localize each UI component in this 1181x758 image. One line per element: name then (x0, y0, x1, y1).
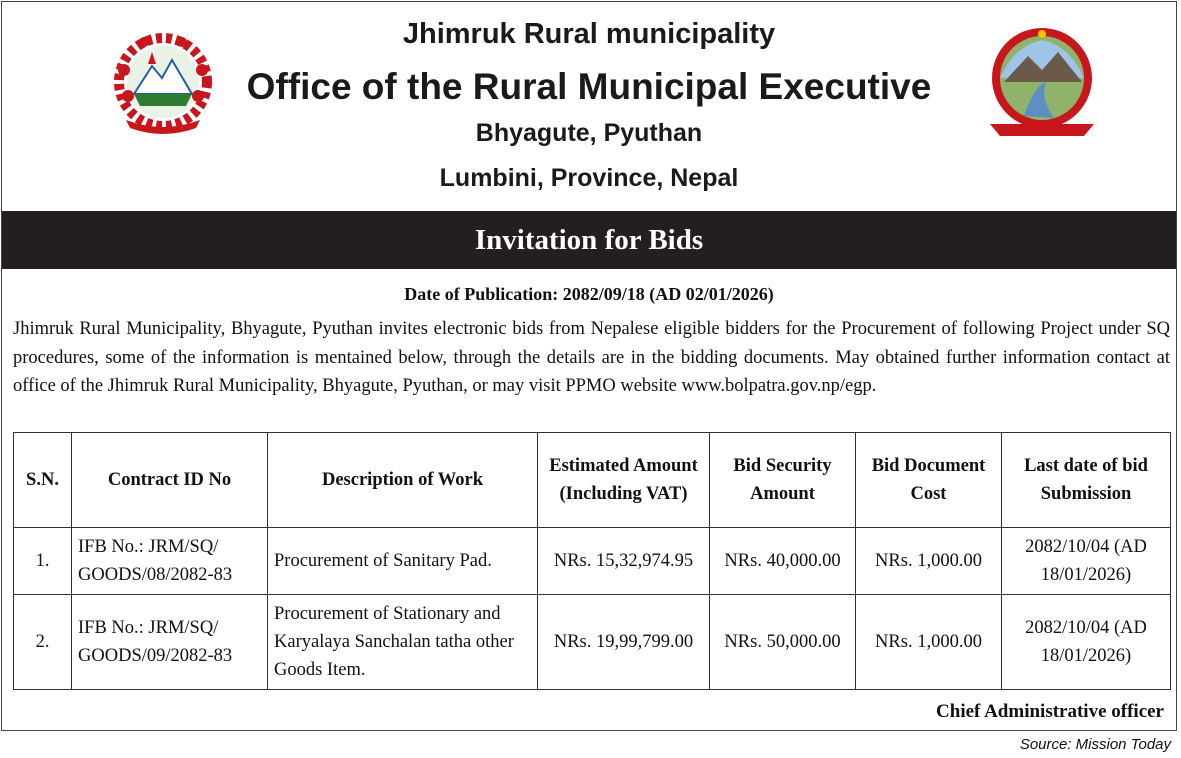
cell-estimated-amount: NRs. 19,99,799.00 (538, 595, 710, 690)
office-title: Office of the Rural Municipal Executive (246, 66, 932, 107)
cell-contract-id: IFB No.: JRM/SQ/ GOODS/08/2082-83 (72, 528, 268, 595)
header-document-cost: Bid Document Cost (856, 433, 1002, 528)
cell-sn: 2. (14, 595, 72, 690)
header-last-date: Last date of bid Submission (1002, 433, 1171, 528)
cell-document-cost: NRs. 1,000.00 (856, 528, 1002, 595)
office-location: Bhyagute, Pyuthan (475, 119, 703, 147)
cell-estimated-amount: NRs. 15,32,974.95 (538, 528, 710, 595)
cell-contract-id: IFB No.: JRM/SQ/ GOODS/09/2082-83 (72, 595, 268, 690)
table-row (14, 595, 1171, 690)
office-province: Lumbini, Province, Nepal (439, 164, 739, 192)
source-credit: Source: Mission Today (1019, 736, 1171, 753)
bids-table (13, 432, 1171, 690)
cell-sn: 1. (14, 528, 72, 595)
cell-document-cost: NRs. 1,000.00 (856, 595, 1002, 690)
cell-description: Procurement of Stationary and Karyalaya Sanchalan tatha other Goods Item. (268, 595, 538, 690)
cell-last-date: 2082/10/04 (AD 18/01/2026) (1002, 528, 1171, 595)
municipality-name: Jhimruk Rural municipality (402, 18, 776, 50)
header-bid-security: Bid Security Amount (710, 433, 856, 528)
table-header-row (14, 433, 1171, 528)
cell-description: Procurement of Sanitary Pad. (268, 528, 538, 595)
municipality-logo-icon (984, 26, 1100, 138)
notice-header (2, 2, 1176, 210)
cell-last-date: 2082/10/04 (AD 18/01/2026) (1002, 595, 1171, 690)
intro-paragraph: Jhimruk Rural Municipality, Bhyagute, Pyuthan invites electronic bids from Nepalese eligible bidders for the Procurement of following Project under SQ procedures, some of the information is mentained below, through the details are in the bidding documents. May obtained further information contact at office of the Jhimruk Rural Municipality, Bhyagute, Pyuthan, or may visit PPMO website www.bolpatra.gov.np/egp. (13, 319, 1170, 396)
cell-bid-security: NRs. 40,000.00 (710, 528, 856, 595)
cell-bid-security: NRs. 50,000.00 (710, 595, 856, 690)
notice-frame (1, 1, 1177, 731)
signoff: Chief Administrative officer (936, 701, 1164, 722)
notice-banner: Invitation for Bids (2, 211, 1176, 269)
header-description: Description of Work (268, 433, 538, 528)
publication-date: Date of Publication: 2082/09/18 (AD 02/01/2026) (404, 284, 774, 304)
header-contract-id: Contract ID No (72, 433, 268, 528)
header-estimated-amount: Estimated Amount (Including VAT) (538, 433, 710, 528)
header-sn: S.N. (14, 433, 72, 528)
table-row (14, 528, 1171, 595)
